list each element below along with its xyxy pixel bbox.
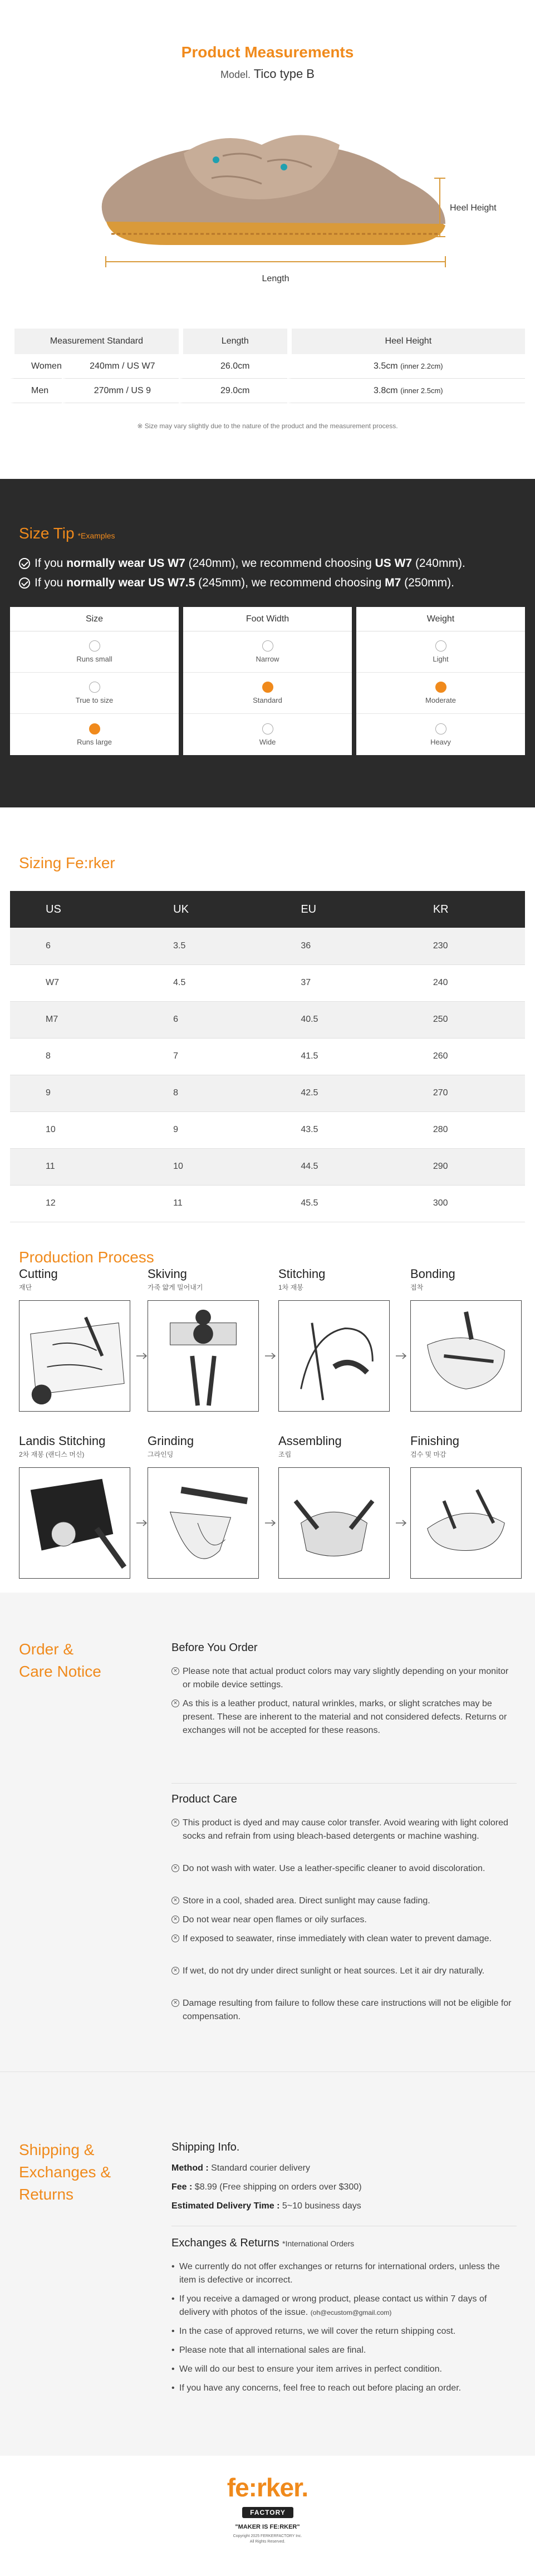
- tip-option-label: Runs large: [77, 737, 112, 746]
- size-header-1: UK: [138, 891, 265, 928]
- radio-empty-icon: [89, 640, 100, 652]
- length-cell: 29.0cm: [179, 379, 287, 403]
- size-cell: 8: [138, 1075, 265, 1111]
- process-step: [19, 1267, 130, 1292]
- arrow-right-icon: [136, 1352, 148, 1360]
- exchange-text: We will do our best to ensure your item arrives in perfect condition.: [179, 2364, 442, 2374]
- size-cell: 7: [138, 1038, 265, 1075]
- size-cell: 12: [10, 1185, 138, 1222]
- gender-cell: Men: [10, 379, 62, 403]
- process-step-name: Skiving: [148, 1267, 187, 1281]
- arrow-right-icon: [264, 1519, 277, 1527]
- process-step-kr: 조립: [278, 1451, 292, 1458]
- examples-note: *Examples: [77, 531, 115, 540]
- size-tip-grid: [10, 607, 525, 755]
- measurement-table: [10, 329, 525, 403]
- gender-cell: Women: [10, 354, 62, 379]
- notice-text: If wet, do not dry under direct sunlight or heat sources. Let it air dry naturally.: [183, 1966, 485, 1976]
- process-step-kr: 그라인딩: [148, 1451, 174, 1458]
- process-illustration: [148, 1300, 259, 1412]
- copyright-line: All Rights Reserved.: [249, 2540, 286, 2544]
- size-cell: 41.5: [265, 1038, 397, 1075]
- process-illustration: [19, 1300, 130, 1412]
- tip-option-label: Heavy: [430, 737, 451, 746]
- size-cell: 43.5: [265, 1111, 397, 1148]
- tip-option: [10, 631, 179, 673]
- shipping-title-line: Returns: [19, 2186, 74, 2203]
- tip-text: (240mm).: [412, 557, 465, 570]
- size-cell: 6: [138, 1001, 265, 1038]
- standard-cell: 270mm / US 9: [62, 379, 179, 403]
- radio-selected-icon: [89, 723, 100, 734]
- tip-option-label: Standard: [253, 696, 282, 704]
- size-cell: 9: [138, 1111, 265, 1148]
- length-cell: 26.0cm: [179, 354, 287, 379]
- notice-item: [171, 1913, 517, 1927]
- contact-email: (oh@ecustom@gmail.com): [310, 2309, 392, 2317]
- size-cell: 9: [10, 1075, 138, 1111]
- size-header-2: EU: [265, 891, 397, 928]
- sizing-table: [10, 891, 525, 1222]
- model-label: Model.: [220, 69, 251, 80]
- notice-icon: ✕: [171, 1897, 179, 1904]
- shoe-illustration: [0, 95, 535, 295]
- exchange-text: Please note that all international sales are final.: [179, 2345, 366, 2355]
- notice-item: [171, 1697, 517, 1737]
- sizing-title: Sizing Fe:rker: [19, 854, 115, 871]
- exchanges-note: *International Orders: [282, 2239, 355, 2248]
- process-illustration: [148, 1467, 259, 1579]
- size-cell: 4.5: [138, 964, 265, 1001]
- process-illustration: [410, 1467, 522, 1579]
- shipping-section: [0, 2071, 535, 2456]
- size-cell: 260: [397, 1038, 525, 1075]
- production-title: Production Process: [19, 1248, 154, 1266]
- notice-text: Do not wash with water. Use a leather-specific cleaner to avoid discoloration.: [183, 1864, 485, 1873]
- tip-text: (240mm), we recommend choosing: [185, 557, 375, 570]
- process-illustration: [410, 1300, 522, 1412]
- exchanges-heading: [171, 2237, 354, 2250]
- notice-icon: ✕: [171, 1967, 179, 1975]
- tip-line-1-text: [35, 557, 465, 570]
- arrow-right-icon: [136, 1519, 148, 1527]
- exchange-item: [171, 2363, 517, 2376]
- tip-option: [183, 714, 352, 755]
- size-cell: 230: [397, 928, 525, 964]
- process-step-kr: 접착: [410, 1284, 424, 1291]
- table-row: [10, 379, 525, 403]
- notice-text: Damage resulting from failure to follow these care instructions will not be eligible for compensation.: [183, 1999, 512, 2021]
- exchange-text: If you have any concerns, feel free to reach out before placing an order.: [179, 2383, 462, 2393]
- size-cell: 11: [138, 1185, 265, 1222]
- notice-item: [171, 1894, 517, 1908]
- tip-option: [356, 631, 525, 673]
- inner-value: (inner 2.5cm): [400, 386, 443, 395]
- size-cell: 42.5: [265, 1075, 397, 1111]
- process-illustration: [278, 1467, 390, 1579]
- tip-text: If you: [35, 557, 67, 570]
- notice-item: [171, 1965, 517, 1978]
- order-title-line: Care Notice: [19, 1663, 101, 1680]
- heel-value: 3.8cm: [374, 385, 398, 395]
- tip-option: [183, 673, 352, 714]
- exchange-item: [171, 2325, 517, 2338]
- size-cell: 10: [138, 1148, 265, 1185]
- sizing-section: [0, 807, 535, 1231]
- length-label: Length: [262, 274, 289, 283]
- header-heel: Heel Height: [287, 329, 525, 354]
- shipping-title: [19, 2139, 111, 2206]
- radio-empty-icon: [89, 682, 100, 693]
- header-standard: Measurement Standard: [10, 329, 179, 354]
- notice-icon: ✕: [171, 1819, 179, 1826]
- process-step-kr: 검수 및 마감: [410, 1451, 446, 1458]
- exchange-text: If you receive a damaged or wrong product, please contact us within 7 days of delivery with photos of the issue.: [179, 2294, 487, 2317]
- heel-value: 3.5cm: [374, 361, 398, 371]
- tip-option: [356, 714, 525, 755]
- arrow-right-icon: [264, 1352, 277, 1360]
- shoe-image: [0, 95, 535, 295]
- size-cell: 37: [265, 964, 397, 1001]
- shipping-fee: [171, 2182, 362, 2192]
- tip-option: [10, 673, 179, 714]
- notice-text: As this is a leather product, natural wrinkles, marks, or slight scratches may be present. These are inherent to the material and not considered defects. Returns or exchanges will not be accepted for these reasons.: [183, 1699, 507, 1735]
- notice-icon: ✕: [171, 1935, 179, 1942]
- check-circle-icon: [19, 558, 30, 569]
- process-step-kr: 2차 재봉 (랜디스 머신): [19, 1451, 85, 1458]
- notice-icon: ✕: [171, 1916, 179, 1923]
- size-cell: 300: [397, 1185, 525, 1222]
- before-order-heading: Before You Order: [171, 1642, 258, 1654]
- exchange-item: [171, 2293, 517, 2319]
- production-section: [0, 1231, 535, 1593]
- process-step: [148, 1434, 259, 1459]
- tip-column-head: Size: [10, 607, 179, 631]
- slogan: "MAKER IS FE:RKER": [235, 2524, 300, 2530]
- tip-text: (245mm), we recommend choosing: [195, 576, 385, 589]
- notice-item: [171, 1997, 517, 2024]
- tip-bold: US W7: [375, 557, 413, 570]
- process-step-name: Grinding: [148, 1434, 194, 1448]
- table-row: [10, 1111, 525, 1148]
- size-header-3: KR: [397, 891, 525, 928]
- tip-column-head: Weight: [356, 607, 525, 631]
- notice-text: Store in a cool, shaded area. Direct sunlight may cause fading.: [183, 1896, 430, 1906]
- notice-icon: ✕: [171, 1999, 179, 2007]
- exchange-item: [171, 2344, 517, 2357]
- notice-icon: ✕: [171, 1667, 179, 1675]
- size-tip-title: [19, 525, 115, 542]
- notice-icon: ✕: [171, 1700, 179, 1707]
- tip-bold: normally wear US W7.5: [66, 576, 195, 589]
- radio-selected-icon: [262, 682, 273, 693]
- process-step: [278, 1434, 390, 1459]
- process-illustration: [278, 1300, 390, 1412]
- measurements-title: Product Measurements: [181, 43, 354, 61]
- shipping-method: [171, 2163, 310, 2173]
- tip-text: If you: [35, 576, 67, 589]
- arrow-right-icon: [395, 1519, 408, 1527]
- notice-item: [171, 1862, 517, 1875]
- method-value: Standard courier delivery: [208, 2163, 310, 2173]
- brand-logo: fe:rker.: [227, 2473, 308, 2502]
- model-name: Tico type B: [253, 67, 315, 81]
- radio-empty-icon: [262, 640, 273, 652]
- size-cell: 40.5: [265, 1001, 397, 1038]
- table-row: [10, 964, 525, 1001]
- tip-option: [356, 673, 525, 714]
- measurements-section: [0, 0, 535, 479]
- model-line: [0, 67, 535, 81]
- notice-text: Do not wear near open flames or oily surfaces.: [183, 1915, 367, 1924]
- tip-option: [10, 714, 179, 755]
- process-step-kr: 1차 재봉: [278, 1284, 303, 1291]
- process-step-kr: 가죽 얇게 밀어내기: [148, 1284, 203, 1291]
- order-title: [19, 1638, 101, 1683]
- footer: [0, 2456, 535, 2576]
- size-cell: 280: [397, 1111, 525, 1148]
- order-title-line: Order &: [19, 1640, 74, 1658]
- shipping-title-line: Shipping &: [19, 2141, 95, 2158]
- tip-option: [183, 631, 352, 673]
- table-row: [10, 1185, 525, 1222]
- size-tip-section: [0, 479, 535, 807]
- tip-bold: normally wear US W7: [66, 557, 185, 570]
- size-cell: 250: [397, 1001, 525, 1038]
- divider: [171, 1783, 517, 1784]
- process-step-name: Assembling: [278, 1434, 342, 1448]
- notice-item: [171, 1665, 517, 1692]
- tip-option-label: True to size: [75, 696, 114, 704]
- heel-cell: [287, 379, 525, 403]
- tip-line-2-text: [35, 576, 454, 590]
- tip-line-2: [19, 576, 454, 590]
- table-row: [10, 1038, 525, 1075]
- tip-column-2: [356, 607, 525, 755]
- notice-item: [171, 1816, 517, 1843]
- heel-height-label: Heel Height: [450, 203, 497, 213]
- check-circle-icon: [19, 577, 30, 589]
- table-row: [10, 928, 525, 964]
- notice-text: This product is dyed and may cause color transfer. Avoid wearing with light colored socks and refrain from using bleach-based detergents or machine washing.: [183, 1818, 508, 1841]
- delivery-time: [171, 2201, 361, 2211]
- tip-line-1: [19, 557, 465, 570]
- size-cell: M7: [10, 1001, 138, 1038]
- process-step: [410, 1434, 522, 1459]
- exchange-item: [171, 2382, 517, 2395]
- size-cell: 10: [10, 1111, 138, 1148]
- tip-column-head: Foot Width: [183, 607, 352, 631]
- method-label: Method :: [171, 2163, 209, 2173]
- size-cell: 45.5: [265, 1185, 397, 1222]
- size-cell: 290: [397, 1148, 525, 1185]
- size-cell: 44.5: [265, 1148, 397, 1185]
- size-cell: 6: [10, 928, 138, 964]
- heel-cell: [287, 354, 525, 379]
- tip-column-0: [10, 607, 179, 755]
- process-step-name: Finishing: [410, 1434, 460, 1448]
- measurement-note: ※ Size may vary slightly due to the nature of the product and the measurement process.: [137, 422, 398, 430]
- size-cell: W7: [10, 964, 138, 1001]
- copyright-line: Copyright 2025 FERKERFACTORY Inc.: [233, 2534, 302, 2538]
- process-step-kr: 재단: [19, 1284, 32, 1291]
- notice-text: If exposed to seawater, rinse immediately with clean water to prevent damage.: [183, 1934, 492, 1943]
- process-illustration: [19, 1467, 130, 1579]
- notice-item: [171, 1932, 517, 1946]
- product-care-heading: Product Care: [171, 1793, 237, 1805]
- order-care-section: [0, 1593, 535, 2071]
- process-step-name: Landis Stitching: [19, 1434, 106, 1448]
- notice-icon: ✕: [171, 1864, 179, 1872]
- tip-bold: M7: [385, 576, 401, 589]
- size-cell: 8: [10, 1038, 138, 1075]
- shipping-info-heading: Shipping Info.: [171, 2141, 240, 2153]
- exchanges-title: Exchanges & Returns: [171, 2237, 279, 2249]
- process-step: [148, 1267, 259, 1292]
- tip-column-1: [183, 607, 352, 755]
- factory-badge: FACTORY: [242, 2507, 293, 2518]
- fee-value: $8.99 (Free shipping on orders over $300): [192, 2182, 362, 2192]
- exchange-text: We currently do not offer exchanges or returns for international orders, unless the item is defective or incorrect.: [179, 2262, 500, 2285]
- size-cell: 36: [265, 928, 397, 964]
- copyright: [0, 2534, 535, 2545]
- est-label: Estimated Delivery Time :: [171, 2201, 280, 2211]
- table-row: [10, 354, 525, 379]
- table-header-row: [10, 891, 525, 928]
- tip-option-label: Narrow: [256, 655, 279, 663]
- est-value: 5~10 business days: [279, 2201, 361, 2211]
- tip-option-label: Light: [433, 655, 449, 663]
- fee-label: Fee :: [171, 2182, 193, 2192]
- process-step-name: Stitching: [278, 1267, 326, 1281]
- size-cell: 270: [397, 1075, 525, 1111]
- table-row: [10, 1075, 525, 1111]
- process-step: [278, 1267, 390, 1292]
- size-cell: 11: [10, 1148, 138, 1185]
- size-cell: 240: [397, 964, 525, 1001]
- tip-option-label: Wide: [259, 737, 276, 746]
- shipping-title-line: Exchanges &: [19, 2163, 111, 2181]
- size-header-0: US: [10, 891, 138, 928]
- process-step-name: Bonding: [410, 1267, 455, 1281]
- inner-value: (inner 2.2cm): [400, 361, 443, 370]
- arrow-right-icon: [395, 1352, 408, 1360]
- exchange-item: [171, 2260, 517, 2287]
- notice-text: Please note that actual product colors may vary slightly depending on your monitor or mobile device settings.: [183, 1667, 509, 1689]
- process-step-name: Cutting: [19, 1267, 58, 1281]
- size-cell: 3.5: [138, 928, 265, 964]
- radio-empty-icon: [435, 640, 446, 652]
- process-step: [19, 1434, 130, 1459]
- exchange-text: In the case of approved returns, we will cover the return shipping cost.: [179, 2327, 456, 2336]
- tip-option-label: Runs small: [76, 655, 112, 663]
- header-length: Length: [179, 329, 287, 354]
- table-row: [10, 1148, 525, 1185]
- tip-option-label: Moderate: [425, 696, 456, 704]
- radio-empty-icon: [435, 723, 446, 734]
- size-tip-title-text: Size Tip: [19, 525, 75, 542]
- radio-empty-icon: [262, 723, 273, 734]
- tip-text: (250mm).: [401, 576, 454, 589]
- table-row: [10, 1001, 525, 1038]
- process-step: [410, 1267, 522, 1292]
- standard-cell: 240mm / US W7: [62, 354, 179, 379]
- radio-selected-icon: [435, 682, 446, 693]
